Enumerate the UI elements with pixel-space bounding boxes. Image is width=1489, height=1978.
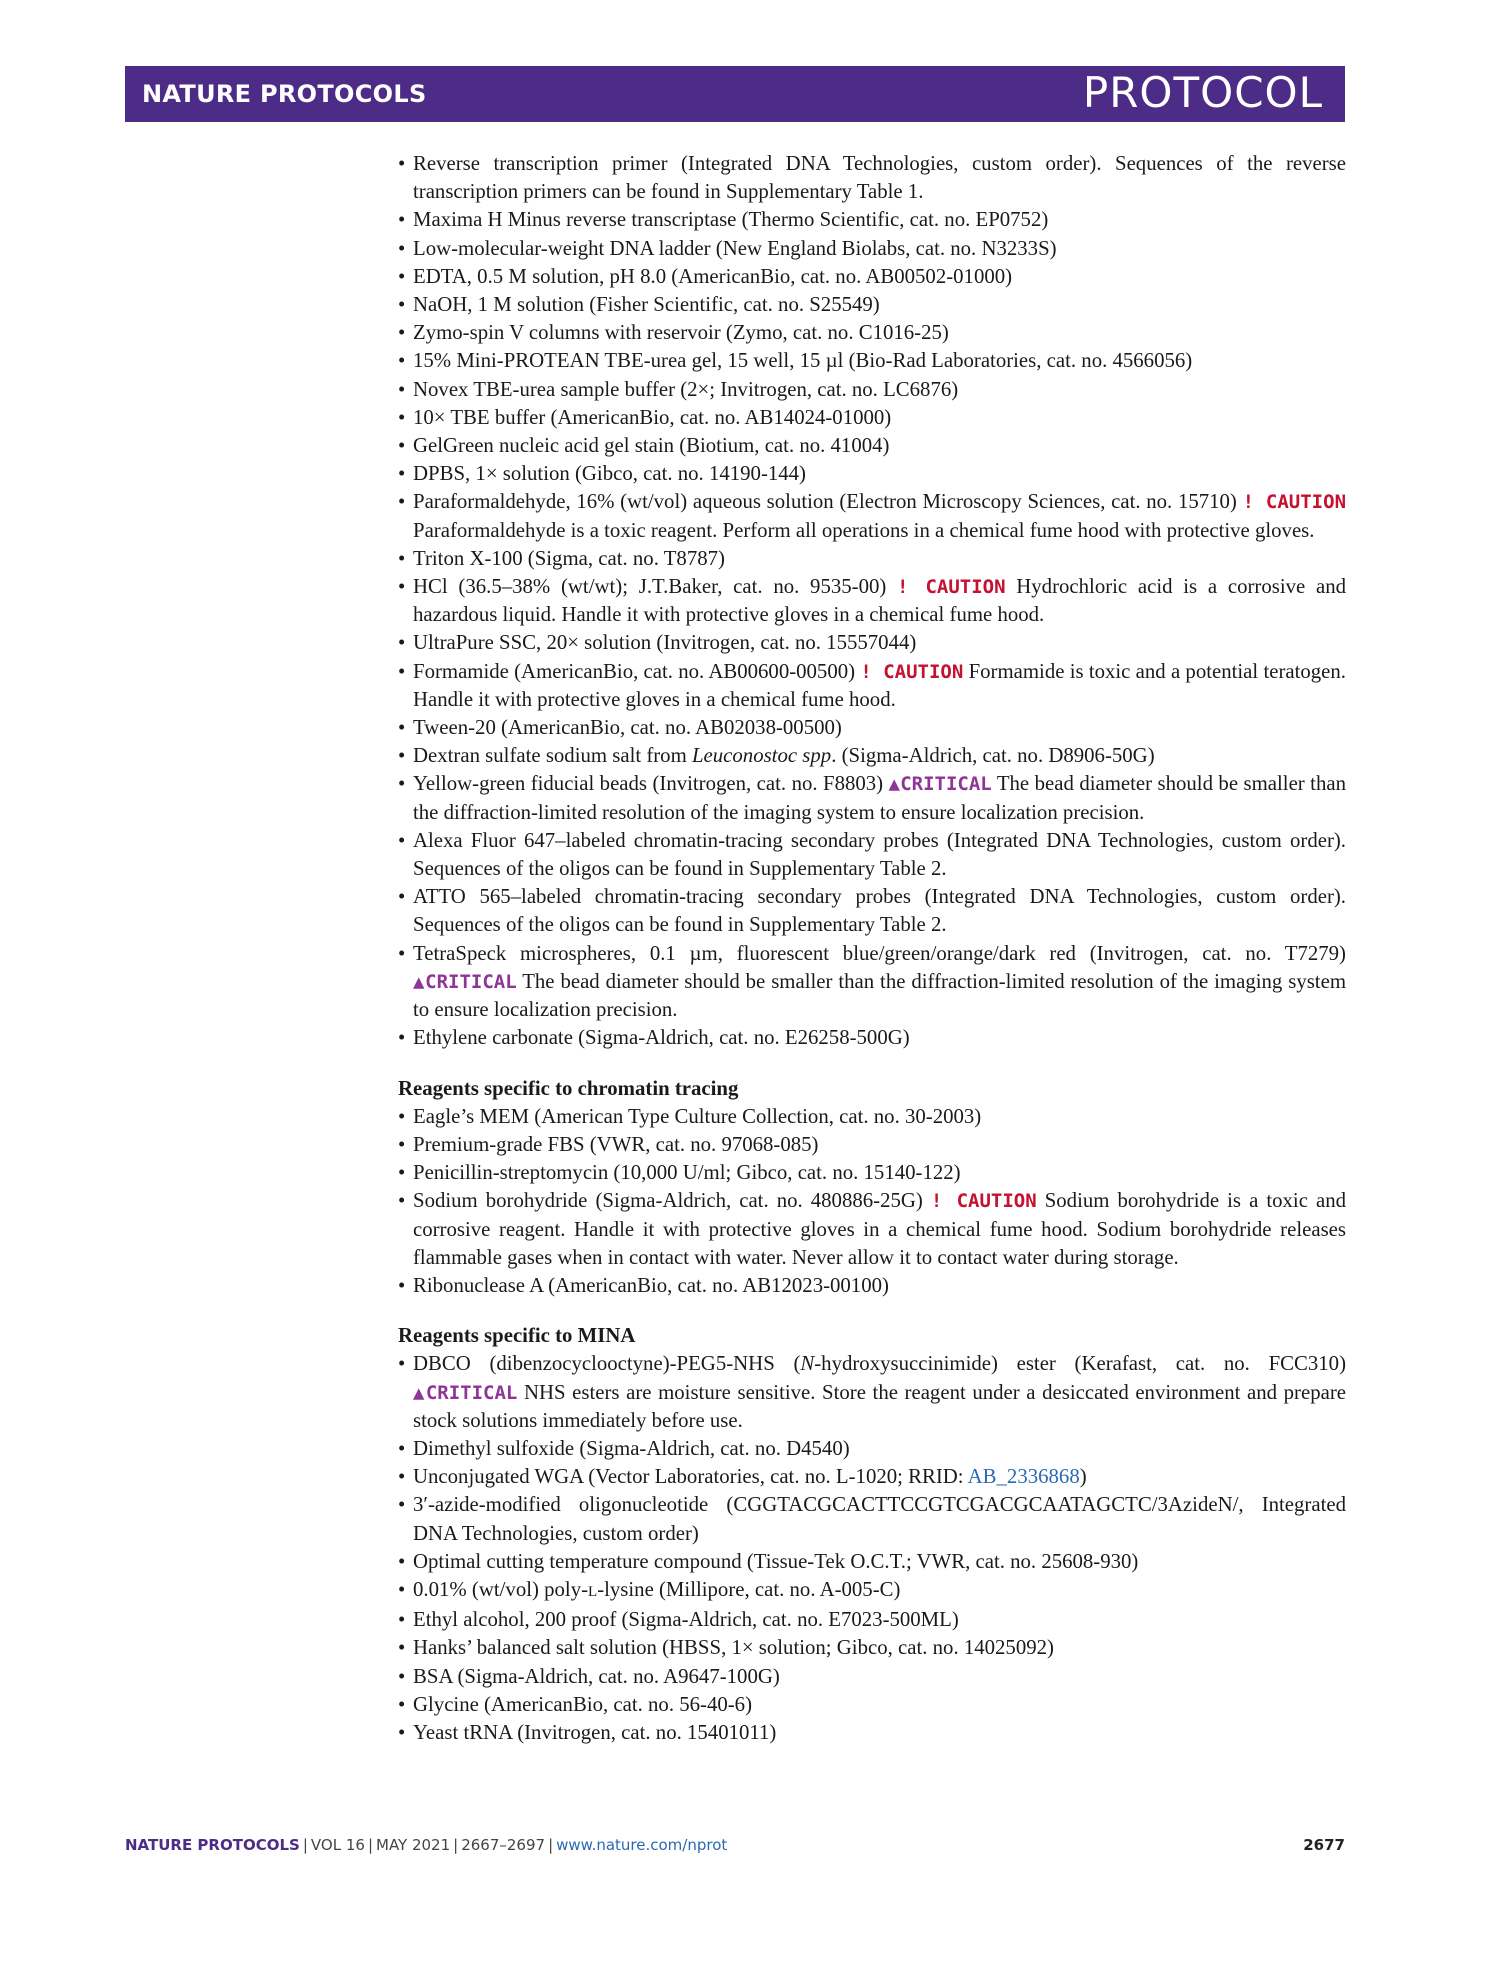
section-title-chromatin: Reagents specific to chromatin tracing [398,1076,739,1100]
item-text: Reverse transcription primer (Integrated DNA Technologies, custom order). Sequences of the reverse transcription primers can be found in Supplementary Table 1. [413,152,1346,204]
item-text: ) [1079,1465,1087,1489]
reagent-item [398,1606,1346,1634]
item-text: Novex TBE-urea sample buffer (2×; Invitrogen, cat. no. LC6876) [413,377,959,401]
page-number: 2677 [1303,1836,1345,1854]
item-text: Low-molecular-weight DNA ladder (New England Biolabs, cat. no. N3233S) [413,236,1057,260]
item-text: Formamide is toxic and a potential teratogen. Handle it with protective gloves in a chemical fume hood. [413,659,1347,711]
reagent-item [398,206,1346,234]
small-caps-text: L [588,1583,598,1600]
reagent-item [398,1719,1346,1747]
footer-volume: VOL 16 [310,1836,365,1854]
reagent-item [398,1131,1346,1159]
reagent-item [398,770,1346,826]
item-text: Maxima H Minus reverse transcriptase (Thermo Scientific, cat. no. EP0752) [413,208,1049,232]
page-footer: NATURE PROTOCOLS | VOL 16 | MAY 2021 | 2667–2697 | www.nature.com/nprot 2677 [125,1836,1345,1854]
reagent-item [398,1548,1346,1576]
item-text: Optimal cutting temperature compound (Tissue-Tek O.C.T.; VWR, cat. no. 25608-930) [413,1549,1139,1573]
item-text: -lysine (Millipore, cat. no. A-005-C) [597,1577,901,1601]
item-text: EDTA, 0.5 M solution, pH 8.0 (AmericanBio, cat. no. AB00502-01000) [413,264,1013,288]
critical-label: ▲CRITICAL [413,1381,518,1404]
item-text: BSA (Sigma-Aldrich, cat. no. A9647-100G) [413,1664,780,1688]
item-text: Alexa Fluor 647–labeled chromatin-tracing secondary probes (Integrated DNA Technologies, custom order). Sequences of the oligos can be found in Supplementary Table 2. [413,828,1346,881]
reagent-item [398,742,1346,770]
item-text: Ethyl alcohol, 200 proof (Sigma-Aldrich, cat. no. E7023-500ML) [413,1608,959,1632]
italic-text: N [800,1352,815,1376]
reagent-list-mina [398,1350,1346,1747]
item-text: Formamide (AmericanBio, cat. no. AB00600-00500) [413,659,861,683]
critical-label: ▲CRITICAL [888,773,992,796]
reagent-item [398,629,1346,657]
item-text: Triton X-100 (Sigma, cat. no. T8787) [413,546,725,570]
item-text: Paraformaldehyde is a toxic reagent. Perform all operations in a chemical fume hood with protective gloves. [413,518,1315,542]
item-text: Hydrochloric acid is a corrosive and hazardous liquid. Handle it with protective gloves in a chemical fume hood. [413,575,1346,627]
item-text: . (Sigma-Aldrich, cat. no. D8906-50G) [831,744,1155,768]
reagent-item [398,150,1346,206]
reagent-item [398,1350,1346,1435]
item-text: Sodium borohydride (Sigma-Aldrich, cat. no. 480886-25G) [413,1189,931,1213]
journal-name: NATURE PROTOCOLS [142,80,427,108]
item-text: DBCO (dibenzocyclooctyne)-PEG5-NHS ( [413,1352,801,1376]
item-text: The bead diameter should be smaller than the diffraction-limited resolution of the imaging system to ensure localization precision. [413,772,1346,824]
reagent-item [398,376,1346,404]
item-text: GelGreen nucleic acid gel stain (Biotium, cat. no. 41004) [413,434,890,458]
reagent-list-content [398,150,1346,1747]
footer-date: MAY 2021 [376,1836,451,1854]
reagent-item [398,291,1346,319]
reagent-item [398,488,1346,544]
reagent-item [398,1463,1346,1491]
item-text: Paraformaldehyde, 16% (wt/vol) aqueous solution (Electron Microscopy Sciences, cat. no. 15710) [413,490,1243,514]
rrid-link[interactable]: AB_2336868 [967,1465,1080,1489]
item-text: HCl (36.5–38% (wt/wt); J.T.Baker, cat. no. 9535-00) [413,575,898,599]
item-text: The bead diameter should be smaller than the diffraction-limited resolution of the imaging system to ensure localization precision. [413,969,1346,1022]
item-text: Sodium borohydride is a toxic and corrosive reagent. Handle it with protective gloves in a chemical fume hood. Sodium borohydride releases flammable gases when in contact with water. Never allow it to contact water during storage. [413,1189,1346,1269]
item-text: 0.01% (wt/vol) poly- [413,1577,589,1601]
item-text: NHS esters are moisture sensitive. Store the reagent under a desiccated environment and prepare stock solutions immediately before use. [413,1380,1346,1432]
footer-journal: NATURE PROTOCOLS [125,1836,300,1854]
article-type: PROTOCOL [1082,68,1323,117]
item-text: Zymo-spin V columns with reservoir (Zymo, cat. no. C1016-25) [413,321,949,345]
item-text: Glycine (AmericanBio, cat. no. 56-40-6) [413,1692,752,1716]
caution-label: ! CAUTION [1242,491,1347,514]
item-text: Ribonuclease A (AmericanBio, cat. no. AB12023-00100) [413,1273,889,1297]
reagent-item [398,1663,1346,1691]
item-text: Tween-20 (AmericanBio, cat. no. AB02038-00500) [413,716,842,740]
footer-url-link[interactable]: www.nature.com/nprot [556,1836,728,1854]
item-text: Dextran sulfate sodium salt from [413,744,692,768]
reagent-item [398,1435,1346,1463]
reagent-item [398,940,1346,1025]
item-text: Yellow-green fiducial beads (Invitrogen, cat. no. F8803) [413,772,889,796]
reagent-item [398,235,1346,263]
reagent-item [398,263,1346,291]
reagent-item [398,658,1346,714]
reagent-item [398,1103,1346,1131]
item-text: Hanks’ balanced salt solution (HBSS, 1× solution; Gibco, cat. no. 14025092) [413,1636,1054,1660]
page-header [125,66,1345,122]
caution-label: ! CAUTION [860,660,964,683]
reagent-item [398,460,1346,488]
item-text: TetraSpeck microspheres, 0.1 µm, fluorescent blue/green/orange/dark red (Invitrogen, cat. no. T7279) [413,941,1346,965]
reagent-item [398,827,1346,883]
reagent-item [398,883,1346,939]
reagent-item [398,545,1346,573]
item-text: UltraPure SSC, 20× solution (Invitrogen, cat. no. 15557044) [413,631,917,655]
reagent-item [398,432,1346,460]
item-text: 3′-azide-modified oligonucleotide (CGGTACGCACTTCCGTCGACGCAATAGCTC/3AzideN/, Integrated DNA Technologies, custom order) [413,1493,1346,1545]
item-text: 10× TBE buffer (AmericanBio, cat. no. AB14024-01000) [413,405,892,429]
item-text: 15% Mini-PROTEAN TBE-urea gel, 15 well, 15 µl (Bio-Rad Laboratories, cat. no. 4566056) [413,349,1193,373]
reagent-item [398,347,1346,375]
item-text: Eagle’s MEM (American Type Culture Collection, cat. no. 30-2003) [413,1104,982,1128]
item-text: NaOH, 1 M solution (Fisher Scientific, cat. no. S25549) [413,293,880,317]
reagent-item [398,1491,1346,1547]
critical-label: ▲CRITICAL [413,970,517,993]
item-text: Unconjugated WGA (Vector Laboratories, cat. no. L-1020; RRID: [413,1465,968,1489]
item-text: ATTO 565–labeled chromatin-tracing secondary probes (Integrated DNA Technologies, custom order). Sequences of the oligos can be found in Supplementary Table 2. [413,885,1346,937]
reagent-item [398,573,1346,629]
reagent-item [398,714,1346,742]
reagent-item [398,1159,1346,1187]
item-text: Penicillin-streptomycin (10,000 U/ml; Gibco, cat. no. 15140-122) [413,1161,961,1185]
italic-text: Leuconostoc spp [691,744,832,768]
reagent-item [398,319,1346,347]
reagent-item [398,1576,1346,1606]
item-text: Yeast tRNA (Invitrogen, cat. no. 15401011) [413,1720,777,1744]
reagent-list-chromatin [398,1103,1346,1300]
item-text: Dimethyl sulfoxide (Sigma-Aldrich, cat. no. D4540) [413,1436,850,1460]
item-text: Ethylene carbonate (Sigma-Aldrich, cat. no. E26258-500G) [413,1026,910,1050]
reagent-item [398,404,1346,432]
item-text: DPBS, 1× solution (Gibco, cat. no. 14190-144) [413,462,806,486]
reagent-item [398,1024,1346,1052]
reagent-item [398,1634,1346,1662]
reagent-list-general [398,150,1346,1053]
item-text: Premium-grade FBS (VWR, cat. no. 97068-085) [413,1132,819,1156]
caution-label: ! CAUTION [897,576,1006,599]
reagent-item [398,1691,1346,1719]
reagent-item [398,1272,1346,1300]
footer-pages: 2667–2697 [461,1836,546,1854]
reagent-item [398,1187,1346,1272]
caution-label: ! CAUTION [930,1190,1037,1213]
item-text: -hydroxysuccinimide) ester (Kerafast, cat. no. FCC310) [814,1352,1346,1376]
section-title-mina: Reagents specific to MINA [398,1324,636,1348]
